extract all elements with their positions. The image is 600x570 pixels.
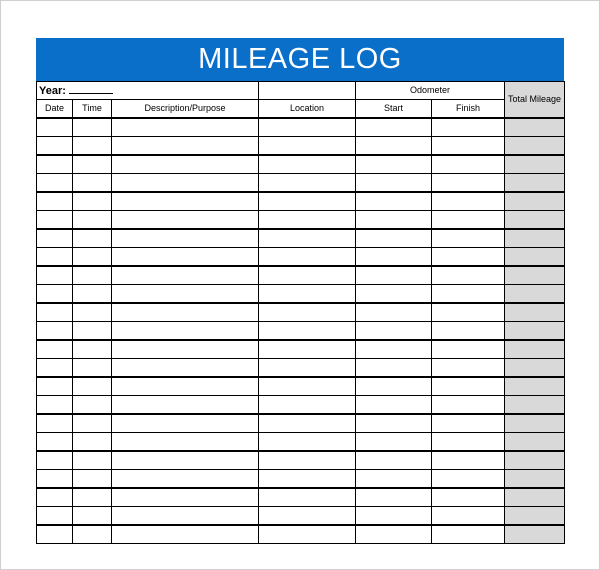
date-cell[interactable] bbox=[37, 340, 73, 359]
log-row bbox=[37, 211, 565, 230]
date-cell[interactable] bbox=[37, 414, 73, 433]
start-cell[interactable] bbox=[356, 118, 432, 137]
start-cell[interactable] bbox=[356, 322, 432, 341]
description-cell[interactable] bbox=[112, 174, 259, 193]
location-cell[interactable] bbox=[259, 118, 356, 137]
log-row bbox=[37, 192, 565, 211]
time-cell[interactable] bbox=[73, 322, 112, 341]
total-mileage-cell[interactable] bbox=[505, 414, 565, 433]
time-cell[interactable] bbox=[73, 359, 112, 378]
finish-cell[interactable] bbox=[432, 414, 505, 433]
description-cell[interactable] bbox=[112, 322, 259, 341]
location-cell[interactable] bbox=[259, 340, 356, 359]
location-cell[interactable] bbox=[259, 433, 356, 452]
location-cell[interactable] bbox=[259, 322, 356, 341]
log-row bbox=[37, 359, 565, 378]
column-header-description: Description/Purpose bbox=[112, 100, 259, 119]
date-cell[interactable] bbox=[37, 211, 73, 230]
description-cell[interactable] bbox=[112, 266, 259, 285]
date-cell[interactable] bbox=[37, 525, 73, 544]
description-cell[interactable] bbox=[112, 340, 259, 359]
log-row bbox=[37, 174, 565, 193]
log-row bbox=[37, 488, 565, 507]
location-cell[interactable] bbox=[259, 488, 356, 507]
finish-cell[interactable] bbox=[432, 525, 505, 544]
location-cell[interactable] bbox=[259, 155, 356, 174]
total-mileage-cell[interactable] bbox=[505, 118, 565, 137]
total-mileage-cell[interactable] bbox=[505, 155, 565, 174]
date-cell[interactable] bbox=[37, 322, 73, 341]
start-cell[interactable] bbox=[356, 396, 432, 415]
page-title: MILEAGE LOG bbox=[198, 43, 402, 75]
finish-cell[interactable] bbox=[432, 285, 505, 304]
finish-cell[interactable] bbox=[432, 488, 505, 507]
log-row bbox=[37, 414, 565, 433]
total-mileage-cell[interactable] bbox=[505, 377, 565, 396]
column-header-date: Date bbox=[37, 100, 73, 119]
time-cell[interactable] bbox=[73, 451, 112, 470]
finish-cell[interactable] bbox=[432, 433, 505, 452]
date-cell[interactable] bbox=[37, 229, 73, 248]
log-row bbox=[37, 118, 565, 137]
date-cell[interactable] bbox=[37, 377, 73, 396]
log-row bbox=[37, 155, 565, 174]
total-mileage-cell[interactable] bbox=[505, 507, 565, 526]
date-cell[interactable] bbox=[37, 451, 73, 470]
date-cell[interactable] bbox=[37, 359, 73, 378]
start-cell[interactable] bbox=[356, 359, 432, 378]
start-cell[interactable] bbox=[356, 137, 432, 156]
total-mileage-cell[interactable] bbox=[505, 340, 565, 359]
finish-cell[interactable] bbox=[432, 248, 505, 267]
start-cell[interactable] bbox=[356, 155, 432, 174]
location-cell[interactable] bbox=[259, 229, 356, 248]
time-cell[interactable] bbox=[73, 118, 112, 137]
finish-cell[interactable] bbox=[432, 322, 505, 341]
log-row bbox=[37, 322, 565, 341]
total-mileage-cell[interactable] bbox=[505, 174, 565, 193]
total-mileage-cell[interactable] bbox=[505, 359, 565, 378]
description-cell[interactable] bbox=[112, 451, 259, 470]
finish-cell[interactable] bbox=[432, 377, 505, 396]
total-mileage-cell[interactable] bbox=[505, 470, 565, 489]
date-cell[interactable] bbox=[37, 266, 73, 285]
mileage-table bbox=[36, 81, 565, 544]
finish-cell[interactable] bbox=[432, 340, 505, 359]
location-cell[interactable] bbox=[259, 266, 356, 285]
column-header-start: Start bbox=[356, 100, 432, 119]
date-cell[interactable] bbox=[37, 303, 73, 322]
description-cell[interactable] bbox=[112, 470, 259, 489]
date-cell[interactable] bbox=[37, 433, 73, 452]
description-cell[interactable] bbox=[112, 359, 259, 378]
description-cell[interactable] bbox=[112, 488, 259, 507]
location-cell[interactable] bbox=[259, 192, 356, 211]
time-cell[interactable] bbox=[73, 340, 112, 359]
total-mileage-cell[interactable] bbox=[505, 488, 565, 507]
description-cell[interactable] bbox=[112, 433, 259, 452]
time-cell[interactable] bbox=[73, 266, 112, 285]
location-cell[interactable] bbox=[259, 303, 356, 322]
column-header-finish: Finish bbox=[432, 100, 505, 119]
total-mileage-header: Total Mileage bbox=[505, 82, 565, 119]
year-blank-line bbox=[69, 84, 113, 94]
log-row bbox=[37, 137, 565, 156]
time-cell[interactable] bbox=[73, 507, 112, 526]
date-cell[interactable] bbox=[37, 155, 73, 174]
finish-cell[interactable] bbox=[432, 192, 505, 211]
description-cell[interactable] bbox=[112, 229, 259, 248]
time-cell[interactable] bbox=[73, 192, 112, 211]
start-cell[interactable] bbox=[356, 229, 432, 248]
mileage-log-sheet bbox=[36, 38, 564, 544]
total-mileage-cell[interactable] bbox=[505, 396, 565, 415]
log-row bbox=[37, 377, 565, 396]
time-cell[interactable] bbox=[73, 285, 112, 304]
finish-cell[interactable] bbox=[432, 211, 505, 230]
start-cell[interactable] bbox=[356, 488, 432, 507]
description-cell[interactable] bbox=[112, 192, 259, 211]
location-cell[interactable] bbox=[259, 414, 356, 433]
log-row bbox=[37, 451, 565, 470]
location-cell[interactable] bbox=[259, 525, 356, 544]
title-bar bbox=[36, 38, 564, 81]
description-cell[interactable] bbox=[112, 507, 259, 526]
start-cell[interactable] bbox=[356, 174, 432, 193]
log-row bbox=[37, 470, 565, 489]
time-cell[interactable] bbox=[73, 303, 112, 322]
start-cell[interactable] bbox=[356, 451, 432, 470]
time-cell[interactable] bbox=[73, 155, 112, 174]
finish-cell[interactable] bbox=[432, 303, 505, 322]
header-spacer bbox=[259, 82, 356, 100]
start-cell[interactable] bbox=[356, 414, 432, 433]
total-mileage-cell[interactable] bbox=[505, 322, 565, 341]
time-cell[interactable] bbox=[73, 211, 112, 230]
description-cell[interactable] bbox=[112, 137, 259, 156]
location-cell[interactable] bbox=[259, 507, 356, 526]
time-cell[interactable] bbox=[73, 396, 112, 415]
description-cell[interactable] bbox=[112, 118, 259, 137]
total-mileage-cell[interactable] bbox=[505, 303, 565, 322]
total-mileage-cell[interactable] bbox=[505, 137, 565, 156]
time-cell[interactable] bbox=[73, 248, 112, 267]
finish-cell[interactable] bbox=[432, 396, 505, 415]
column-header-time: Time bbox=[73, 100, 112, 119]
log-row bbox=[37, 248, 565, 267]
location-cell[interactable] bbox=[259, 470, 356, 489]
finish-cell[interactable] bbox=[432, 137, 505, 156]
start-cell[interactable] bbox=[356, 266, 432, 285]
time-cell[interactable] bbox=[73, 229, 112, 248]
time-cell[interactable] bbox=[73, 525, 112, 544]
total-mileage-cell[interactable] bbox=[505, 285, 565, 304]
log-row bbox=[37, 229, 565, 248]
start-cell[interactable] bbox=[356, 433, 432, 452]
date-cell[interactable] bbox=[37, 507, 73, 526]
finish-cell[interactable] bbox=[432, 155, 505, 174]
log-row bbox=[37, 507, 565, 526]
location-cell[interactable] bbox=[259, 248, 356, 267]
start-cell[interactable] bbox=[356, 285, 432, 304]
log-row bbox=[37, 340, 565, 359]
log-row bbox=[37, 433, 565, 452]
start-cell[interactable] bbox=[356, 211, 432, 230]
description-cell[interactable] bbox=[112, 414, 259, 433]
start-cell[interactable] bbox=[356, 340, 432, 359]
date-cell[interactable] bbox=[37, 488, 73, 507]
time-cell[interactable] bbox=[73, 433, 112, 452]
date-cell[interactable] bbox=[37, 192, 73, 211]
date-cell[interactable] bbox=[37, 248, 73, 267]
location-cell[interactable] bbox=[259, 359, 356, 378]
finish-cell[interactable] bbox=[432, 359, 505, 378]
date-cell[interactable] bbox=[37, 470, 73, 489]
start-cell[interactable] bbox=[356, 507, 432, 526]
time-cell[interactable] bbox=[73, 470, 112, 489]
description-cell[interactable] bbox=[112, 303, 259, 322]
time-cell[interactable] bbox=[73, 174, 112, 193]
finish-cell[interactable] bbox=[432, 266, 505, 285]
start-cell[interactable] bbox=[356, 377, 432, 396]
description-cell[interactable] bbox=[112, 285, 259, 304]
time-cell[interactable] bbox=[73, 488, 112, 507]
log-row bbox=[37, 303, 565, 322]
description-cell[interactable] bbox=[112, 525, 259, 544]
log-row bbox=[37, 266, 565, 285]
finish-cell[interactable] bbox=[432, 451, 505, 470]
finish-cell[interactable] bbox=[432, 118, 505, 137]
date-cell[interactable] bbox=[37, 396, 73, 415]
odometer-header: Odometer bbox=[356, 82, 505, 100]
total-mileage-cell[interactable] bbox=[505, 451, 565, 470]
location-cell[interactable] bbox=[259, 174, 356, 193]
description-cell[interactable] bbox=[112, 211, 259, 230]
start-cell[interactable] bbox=[356, 525, 432, 544]
time-cell[interactable] bbox=[73, 137, 112, 156]
start-cell[interactable] bbox=[356, 192, 432, 211]
time-cell[interactable] bbox=[73, 377, 112, 396]
description-cell[interactable] bbox=[112, 248, 259, 267]
log-row bbox=[37, 396, 565, 415]
total-mileage-cell[interactable] bbox=[505, 192, 565, 211]
location-cell[interactable] bbox=[259, 285, 356, 304]
time-cell[interactable] bbox=[73, 414, 112, 433]
log-row bbox=[37, 525, 565, 544]
log-row bbox=[37, 285, 565, 304]
date-cell[interactable] bbox=[37, 285, 73, 304]
location-cell[interactable] bbox=[259, 396, 356, 415]
year-label: Year: bbox=[39, 85, 66, 97]
description-cell[interactable] bbox=[112, 377, 259, 396]
location-cell[interactable] bbox=[259, 211, 356, 230]
start-cell[interactable] bbox=[356, 248, 432, 267]
start-cell[interactable] bbox=[356, 303, 432, 322]
finish-cell[interactable] bbox=[432, 507, 505, 526]
total-mileage-cell[interactable] bbox=[505, 229, 565, 248]
date-cell[interactable] bbox=[37, 174, 73, 193]
date-cell[interactable] bbox=[37, 137, 73, 156]
total-mileage-cell[interactable] bbox=[505, 211, 565, 230]
total-mileage-cell[interactable] bbox=[505, 266, 565, 285]
finish-cell[interactable] bbox=[432, 174, 505, 193]
year-field[interactable] bbox=[37, 82, 259, 100]
total-mileage-cell[interactable] bbox=[505, 433, 565, 452]
description-cell[interactable] bbox=[112, 396, 259, 415]
finish-cell[interactable] bbox=[432, 470, 505, 489]
location-cell[interactable] bbox=[259, 377, 356, 396]
finish-cell[interactable] bbox=[432, 229, 505, 248]
column-header-location: Location bbox=[259, 100, 356, 119]
total-mileage-cell[interactable] bbox=[505, 525, 565, 544]
total-mileage-cell[interactable] bbox=[505, 248, 565, 267]
location-cell[interactable] bbox=[259, 137, 356, 156]
start-cell[interactable] bbox=[356, 470, 432, 489]
date-cell[interactable] bbox=[37, 118, 73, 137]
location-cell[interactable] bbox=[259, 451, 356, 470]
description-cell[interactable] bbox=[112, 155, 259, 174]
